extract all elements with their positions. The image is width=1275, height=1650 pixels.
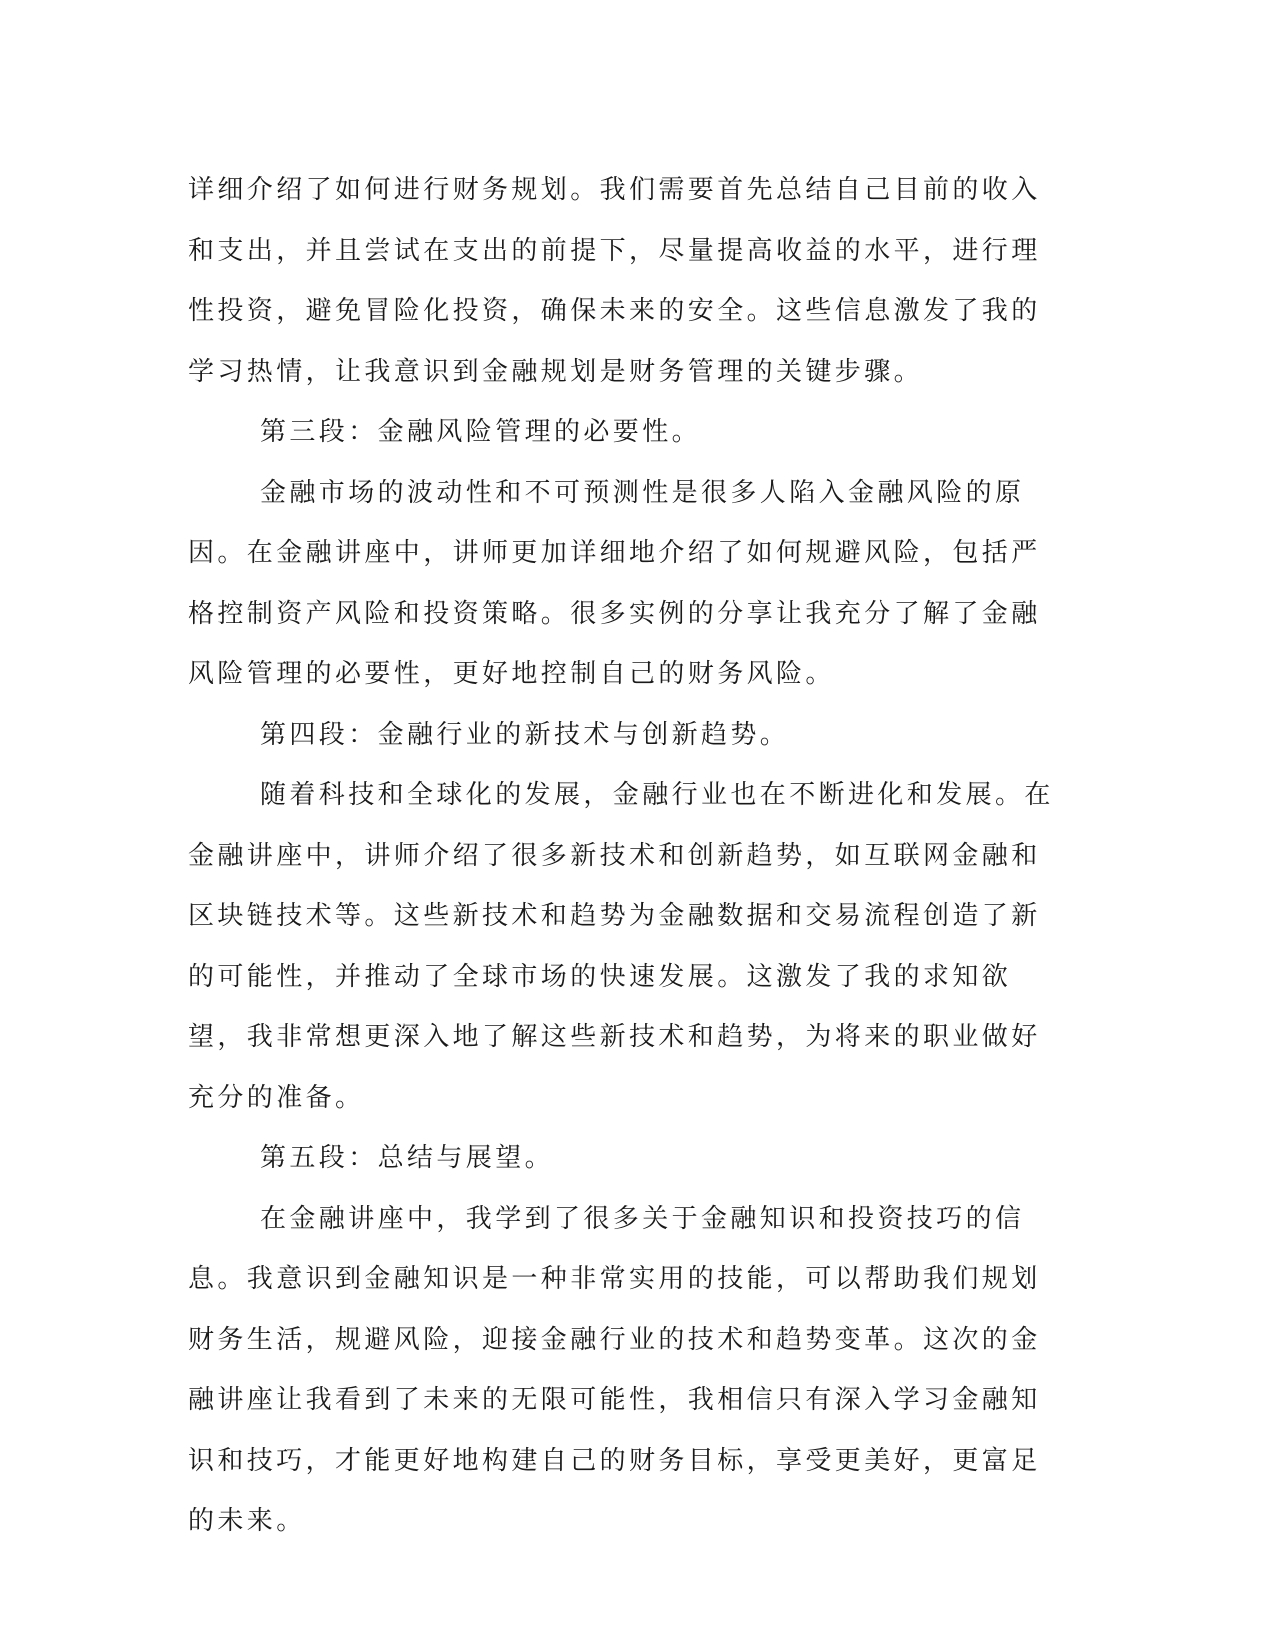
paragraph-new-technology: 随着科技和全球化的发展，金融行业也在不断进化和发展。在金融讲座中，讲师介绍了很多新技术和创新趋势，如互联网金融和区块链技术等。这些新技术和趋势为金融数据和交易流程创造了新的可能性，并推动了全球市场的快速发展。这激发了我的求知欲望，我非常想更深入地了解这些新技术和趋势，为将来的职业做好充分的准备。	[188, 780, 1054, 1113]
paragraph-risk-management: 金融市场的波动性和不可预测性是很多人陷入金融风险的原因。在金融讲座中，讲师更加详细地介绍了如何规避风险，包括严格控制资产风险和投资策略。很多实例的分享让我充分了解了金融风险管理的必要性，更好地控制自己的财务风险。	[188, 477, 1041, 689]
document-body	[188, 160, 1068, 1552]
heading-section-four: 第四段：金融行业的新技术与创新趋势。	[260, 719, 790, 750]
paragraph-financial-planning: 详细介绍了如何进行财务规划。我们需要首先总结自己目前的收入和支出，并且尝试在支出的前提下，尽量提高收益的水平，进行理性投资，避免冒险化投资，确保未来的安全。这些信息激发了我的学习热情，让我意识到金融规划是财务管理的关键步骤。	[188, 175, 1041, 387]
heading-section-three: 第三段：金融风险管理的必要性。	[260, 417, 702, 447]
heading-section-five: 第五段：总结与展望。	[260, 1143, 555, 1173]
paragraph-summary-outlook: 在金融讲座中，我学到了很多关于金融知识和投资技巧的信息。我意识到金融知识是一种非常实用的技能，可以帮助我们规划财务生活，规避风险，迎接金融行业的技术和趋势变革。这次的金融讲座让我看到了未来的无限可能性，我相信只有深入学习金融知识和技巧，才能更好地构建自己的财务目标，享受更美好，更富足的未来。	[188, 1203, 1041, 1536]
